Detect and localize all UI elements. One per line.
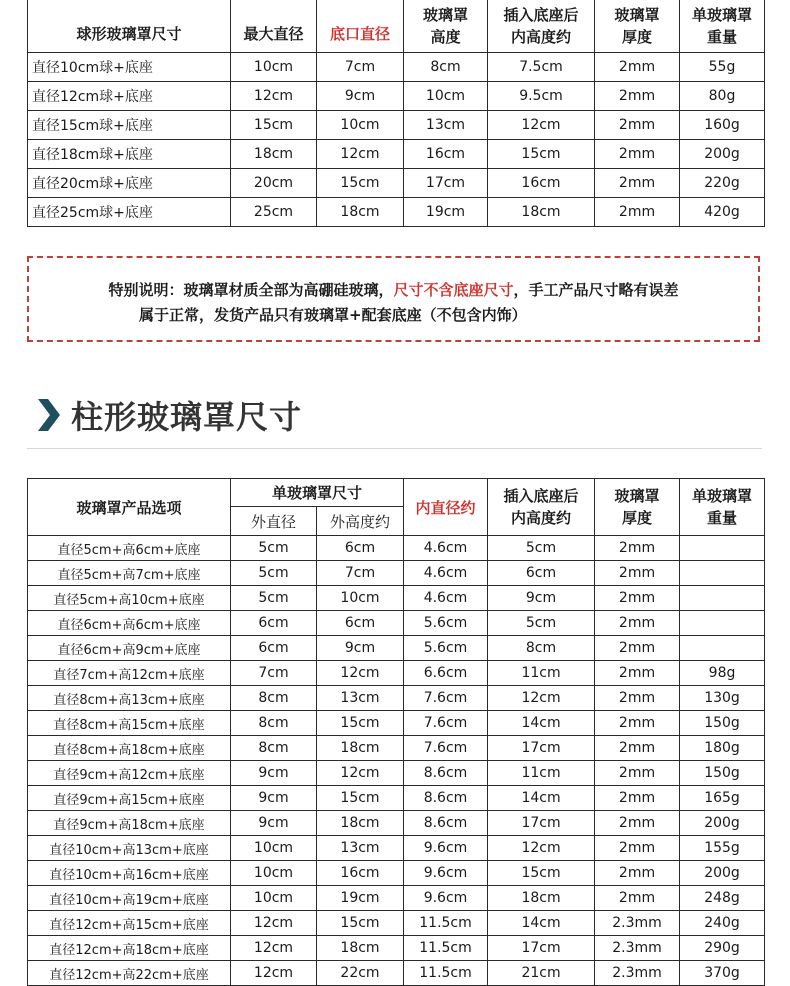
table-cell: 2mm: [595, 169, 680, 198]
table-cell: 248g: [680, 886, 765, 911]
table-cell: 9cm: [488, 586, 595, 611]
table-cell: 7.5cm: [488, 53, 595, 82]
header-max-diameter: 最大直径: [231, 0, 317, 53]
table-cell: 9.5cm: [488, 82, 595, 111]
header-cyl-thickness-line2: 厚度: [622, 509, 653, 527]
table-cell: 8cm: [231, 686, 317, 711]
table-cell: 8cm: [404, 53, 488, 82]
table-cell: 5cm: [488, 611, 595, 636]
table-cell: 14cm: [488, 711, 595, 736]
table-cell: 9cm: [317, 636, 404, 661]
table-cell: 2mm: [595, 886, 680, 911]
table-row: [28, 811, 765, 836]
table-row: [28, 786, 765, 811]
header-cyl-inner-line1: 插入底座后: [503, 487, 579, 505]
table-cell: 2.3mm: [595, 961, 680, 986]
table-cell: 4.6cm: [404, 586, 488, 611]
table-cell: 9.6cm: [404, 886, 488, 911]
table-cell: 7.6cm: [404, 736, 488, 761]
table-row: [28, 961, 765, 986]
table-cell: 370g: [680, 961, 765, 986]
table-cell: 240g: [680, 911, 765, 936]
table-cell: 13cm: [317, 836, 404, 861]
table-cell: 15cm: [317, 786, 404, 811]
table-cell: 9cm: [317, 82, 404, 111]
table-cell: 2mm: [595, 711, 680, 736]
table-cell: 直径12cm+高18cm+底座: [28, 936, 231, 961]
table-cell: 8cm: [231, 736, 317, 761]
table-cell: 9cm: [231, 811, 317, 836]
header-cyl-thickness: [595, 479, 680, 536]
sphere-size-table: [27, 0, 765, 227]
table-cell: 5cm: [231, 536, 317, 561]
table-cell: 18cm: [231, 140, 317, 169]
table-cell: 22cm: [317, 961, 404, 986]
table-cell: 直径20cm球+底座: [28, 169, 231, 198]
table-cell: 13cm: [317, 686, 404, 711]
table-cell: 直径8cm+高13cm+底座: [28, 686, 231, 711]
section-heading: [35, 392, 302, 438]
cylinder-table-header-row1: [28, 479, 765, 507]
table-cell: 2mm: [595, 636, 680, 661]
table-cell: 2mm: [595, 861, 680, 886]
header-single-size: 单玻璃罩尺寸: [231, 479, 404, 507]
table-cell: 18cm: [317, 811, 404, 836]
table-cell: 8cm: [231, 711, 317, 736]
table-cell: 10cm: [231, 53, 317, 82]
sphere-table-header: [28, 0, 765, 53]
table-cell: 10cm: [231, 886, 317, 911]
header-thickness-line1: 玻璃罩: [614, 6, 660, 24]
table-cell: 12cm: [317, 761, 404, 786]
table-cell: 6cm: [488, 561, 595, 586]
table-cell: 15cm: [317, 911, 404, 936]
table-cell: 10cm: [404, 82, 488, 111]
table-cell: 12cm: [231, 82, 317, 111]
table-cell: 直径12cm+高22cm+底座: [28, 961, 231, 986]
table-cell: 20cm: [231, 169, 317, 198]
table-cell: 12cm: [488, 686, 595, 711]
table-cell: [680, 586, 765, 611]
table-cell: 直径8cm+高15cm+底座: [28, 711, 231, 736]
header-weight: [680, 0, 765, 53]
table-cell: 直径18cm球+底座: [28, 140, 231, 169]
table-cell: 6cm: [231, 611, 317, 636]
table-row: [28, 561, 765, 586]
table-cell: 21cm: [488, 961, 595, 986]
table-cell: 4.6cm: [404, 536, 488, 561]
table-cell: 15cm: [488, 861, 595, 886]
header-height: [404, 0, 488, 53]
table-cell: 12cm: [231, 936, 317, 961]
table-cell: 15cm: [317, 711, 404, 736]
table-cell: 130g: [680, 686, 765, 711]
table-cell: 5cm: [231, 561, 317, 586]
table-cell: 19cm: [404, 198, 488, 227]
table-cell: 直径9cm+高12cm+底座: [28, 761, 231, 786]
table-cell: [680, 561, 765, 586]
table-cell: 16cm: [317, 861, 404, 886]
table-cell: 2mm: [595, 111, 680, 140]
table-cell: 12cm: [231, 911, 317, 936]
header-cyl-inner-line2: 内高度约: [511, 509, 572, 527]
table-cell: 10cm: [317, 111, 404, 140]
table-cell: 11.5cm: [404, 961, 488, 986]
table-cell: 165g: [680, 786, 765, 811]
table-cell: 10cm: [317, 586, 404, 611]
table-row: [28, 169, 765, 198]
table-cell: 2mm: [595, 686, 680, 711]
table-cell: 17cm: [404, 169, 488, 198]
table-cell: 18cm: [488, 198, 595, 227]
table-row: [28, 636, 765, 661]
table-cell: 18cm: [317, 936, 404, 961]
table-cell: 11cm: [488, 661, 595, 686]
table-cell: 直径5cm+高10cm+底座: [28, 586, 231, 611]
table-cell: 14cm: [488, 786, 595, 811]
table-cell: 12cm: [317, 661, 404, 686]
note-line-1: [29, 279, 758, 300]
table-cell: 直径10cm+高16cm+底座: [28, 861, 231, 886]
table-row: [28, 111, 765, 140]
chevron-right-icon: [35, 397, 61, 433]
table-row: [28, 586, 765, 611]
table-cell: 2mm: [595, 586, 680, 611]
table-row: [28, 911, 765, 936]
note-highlight: 尺寸不含底座尺寸: [393, 281, 514, 299]
table-cell: 直径9cm+高15cm+底座: [28, 786, 231, 811]
table-cell: 13cm: [404, 111, 488, 140]
table-cell: 直径9cm+高18cm+底座: [28, 811, 231, 836]
table-cell: 150g: [680, 761, 765, 786]
header-thickness: [595, 0, 680, 53]
table-cell: 5cm: [231, 586, 317, 611]
table-row: [28, 761, 765, 786]
table-cell: 2mm: [595, 736, 680, 761]
table-row: [28, 711, 765, 736]
cylinder-size-table: [27, 478, 765, 986]
table-cell: 11.5cm: [404, 936, 488, 961]
header-thickness-line2: 厚度: [621, 28, 652, 46]
table-row: [28, 886, 765, 911]
table-cell: 9.6cm: [404, 861, 488, 886]
table-cell: 12cm: [488, 111, 595, 140]
note-line-2: 属于正常，发货产品只有玻璃罩+配套底座（不包含内饰）: [139, 306, 527, 324]
table-cell: 155g: [680, 836, 765, 861]
table-row: [28, 53, 765, 82]
header-sphere-size: 球形玻璃罩尺寸: [28, 0, 231, 53]
table-cell: 15cm: [488, 140, 595, 169]
header-cyl-weight-line2: 重量: [707, 509, 738, 527]
table-row: [28, 536, 765, 561]
table-cell: 直径5cm+高7cm+底座: [28, 561, 231, 586]
table-cell: 9cm: [231, 761, 317, 786]
table-cell: 160g: [680, 111, 765, 140]
table-cell: 14cm: [488, 911, 595, 936]
table-cell: 6cm: [231, 636, 317, 661]
table-cell: 15cm: [317, 169, 404, 198]
table-cell: 17cm: [488, 736, 595, 761]
table-cell: 2mm: [595, 611, 680, 636]
table-cell: 8.6cm: [404, 761, 488, 786]
header-inner-line1: 插入底座后: [503, 6, 579, 24]
table-cell: 17cm: [488, 811, 595, 836]
table-cell: 直径12cm球+底座: [28, 82, 231, 111]
header-cyl-weight: [680, 479, 765, 536]
table-cell: 2mm: [595, 661, 680, 686]
table-cell: 10cm: [231, 836, 317, 861]
table-cell: 2mm: [595, 53, 680, 82]
table-cell: 5.6cm: [404, 611, 488, 636]
table-cell: 直径7cm+高12cm+底座: [28, 661, 231, 686]
table-cell: 12cm: [231, 961, 317, 986]
section-title: 柱形玻璃罩尺寸: [71, 398, 303, 436]
table-cell: 6.6cm: [404, 661, 488, 686]
header-outer-height: 外高度约: [317, 507, 404, 536]
header-inner-diameter: 内直径约: [404, 479, 488, 536]
note-prefix: 特别说明：玻璃罩材质全部为高硼硅玻璃，: [108, 281, 394, 299]
table-row: [28, 140, 765, 169]
table-cell: 8.6cm: [404, 786, 488, 811]
table-cell: 9cm: [231, 786, 317, 811]
table-cell: 2mm: [595, 811, 680, 836]
table-row: [28, 936, 765, 961]
table-cell: 4.6cm: [404, 561, 488, 586]
table-cell: 7cm: [317, 561, 404, 586]
table-cell: 2mm: [595, 786, 680, 811]
table-cell: 5.6cm: [404, 636, 488, 661]
table-cell: 150g: [680, 711, 765, 736]
table-row: [28, 861, 765, 886]
table-cell: 2mm: [595, 140, 680, 169]
header-cyl-inner-height: [488, 479, 595, 536]
table-cell: 19cm: [317, 886, 404, 911]
table-cell: 直径8cm+高18cm+底座: [28, 736, 231, 761]
table-cell: 直径10cm+高19cm+底座: [28, 886, 231, 911]
table-cell: 2mm: [595, 198, 680, 227]
table-cell: 7cm: [231, 661, 317, 686]
table-cell: 18cm: [488, 886, 595, 911]
table-cell: 7cm: [317, 53, 404, 82]
table-cell: 直径12cm+高15cm+底座: [28, 911, 231, 936]
table-cell: 12cm: [317, 140, 404, 169]
special-note-box: [27, 256, 760, 342]
table-cell: 5cm: [488, 536, 595, 561]
table-cell: 2.3mm: [595, 911, 680, 936]
table-row: [28, 736, 765, 761]
table-cell: 直径6cm+高6cm+底座: [28, 611, 231, 636]
table-row: [28, 82, 765, 111]
table-cell: 16cm: [404, 140, 488, 169]
header-inner-line2: 内高度约: [510, 28, 571, 46]
table-row: [28, 661, 765, 686]
table-cell: 290g: [680, 936, 765, 961]
table-cell: [680, 536, 765, 561]
table-cell: 220g: [680, 169, 765, 198]
table-cell: 12cm: [488, 836, 595, 861]
table-cell: 16cm: [488, 169, 595, 198]
note-suffix: ，手工产品尺寸略有误差: [513, 281, 679, 299]
header-weight-line2: 重量: [706, 28, 737, 46]
table-cell: 2mm: [595, 761, 680, 786]
header-base-opening: 底口直径: [317, 0, 404, 53]
table-row: [28, 198, 765, 227]
table-cell: 420g: [680, 198, 765, 227]
table-cell: 15cm: [231, 111, 317, 140]
table-row: [28, 686, 765, 711]
table-cell: 18cm: [317, 736, 404, 761]
table-cell: 6cm: [317, 611, 404, 636]
table-cell: 9.6cm: [404, 836, 488, 861]
table-cell: [680, 636, 765, 661]
table-cell: 2mm: [595, 536, 680, 561]
table-cell: 6cm: [317, 536, 404, 561]
header-product-option: 玻璃罩产品选项: [28, 479, 231, 536]
table-cell: 直径25cm球+底座: [28, 198, 231, 227]
table-cell: 7.6cm: [404, 711, 488, 736]
header-cyl-thickness-line1: 玻璃罩: [614, 487, 660, 505]
header-cyl-weight-line1: 单玻璃罩: [692, 487, 753, 505]
table-cell: 200g: [680, 861, 765, 886]
header-weight-line1: 单玻璃罩: [691, 6, 752, 24]
header-height-line1: 玻璃罩: [422, 6, 468, 24]
table-cell: 98g: [680, 661, 765, 686]
table-cell: 18cm: [317, 198, 404, 227]
header-outer-diameter: 外直径: [231, 507, 317, 536]
header-inner-height: [488, 0, 595, 53]
table-cell: 2mm: [595, 82, 680, 111]
table-row: [28, 836, 765, 861]
table-cell: 直径5cm+高6cm+底座: [28, 536, 231, 561]
table-cell: 11.5cm: [404, 911, 488, 936]
table-cell: 17cm: [488, 936, 595, 961]
table-cell: 2.3mm: [595, 936, 680, 961]
table-row: [28, 611, 765, 636]
table-cell: 11cm: [488, 761, 595, 786]
table-cell: 2mm: [595, 561, 680, 586]
table-cell: [680, 611, 765, 636]
table-cell: 25cm: [231, 198, 317, 227]
table-cell: 直径6cm+高9cm+底座: [28, 636, 231, 661]
table-cell: 200g: [680, 140, 765, 169]
table-cell: 7.6cm: [404, 686, 488, 711]
table-cell: 直径15cm球+底座: [28, 111, 231, 140]
section-divider: [27, 448, 762, 449]
table-cell: 200g: [680, 811, 765, 836]
table-cell: 80g: [680, 82, 765, 111]
table-cell: 55g: [680, 53, 765, 82]
table-cell: 直径10cm+高13cm+底座: [28, 836, 231, 861]
table-cell: 直径10cm球+底座: [28, 53, 231, 82]
table-cell: 8cm: [488, 636, 595, 661]
table-cell: 2mm: [595, 836, 680, 861]
table-cell: 8.6cm: [404, 811, 488, 836]
header-height-line2: 高度: [430, 28, 461, 46]
table-cell: 180g: [680, 736, 765, 761]
table-cell: 10cm: [231, 861, 317, 886]
